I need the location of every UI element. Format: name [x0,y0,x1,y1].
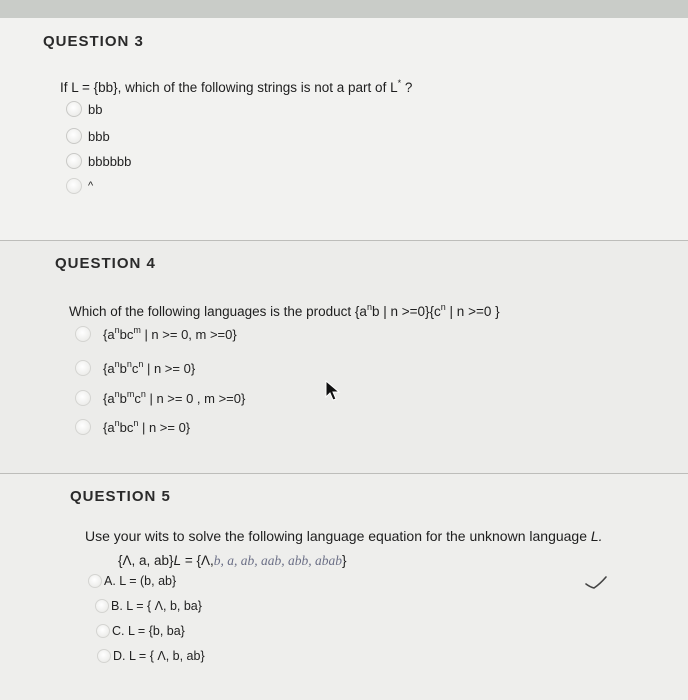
radio-button[interactable] [75,326,91,342]
q4-prompt-c: | n >=0 } [445,304,500,319]
radio-button[interactable] [75,419,91,435]
radio-button[interactable] [96,624,110,638]
q5-option-label: D. L = { Λ, b, ab} [113,649,205,663]
q5-option-label: B. L = { Λ, b, ba} [111,599,202,613]
equation-left: {Λ, a, ab} [118,553,174,568]
q4-sup: n [366,302,372,312]
question-3-panel [0,18,688,240]
radio-button[interactable] [66,178,82,194]
q3-option-label: bb [88,101,103,117]
pen-mark-icon [584,574,608,590]
radio-button[interactable] [66,128,82,144]
radio-button[interactable] [95,599,109,613]
question-4-panel [0,241,688,473]
q4-option-label: {$a^nb^mc^n$ | n >= 0 , m >=0} [103,389,246,406]
q5-option-a[interactable] [88,574,176,588]
q3-prompt-main: If L = {bb}, which of the following strings is not a part of L [60,80,398,95]
question-4-heading: QUESTION 4 [55,255,156,272]
question-4-prompt [69,302,500,319]
q3-option-label: ^ [88,180,94,192]
mouse-pointer-icon [324,380,342,402]
equation-var: L [173,553,182,568]
q5-option-label: C. L = {b, ba} [112,624,185,638]
question-3-heading: QUESTION 3 [43,33,144,50]
q4-prompt-a: Which of the following languages is the product {a [69,304,367,319]
radio-button[interactable] [75,360,91,376]
question-3-prompt [60,78,412,95]
q5-option-label: A. L = (b, ab} [104,574,177,588]
question-5-heading: QUESTION 5 [70,488,171,505]
question-5-prompt [85,528,603,544]
q3-option-1[interactable] [66,101,102,117]
q3-prompt-star: * [397,78,402,88]
radio-button[interactable] [75,390,91,406]
q5-prompt-var: L. [590,528,603,544]
q3-option-label: bbbbbb [88,153,132,169]
equation-close: } [342,553,347,568]
equation-right: b, a, ab, aab, abb, abab [213,553,342,568]
question-5-panel [0,474,688,700]
top-strip [0,0,688,18]
q5-prompt-text: Use your wits to solve the following language equation for the unknown language [85,528,591,544]
q3-option-label: bbb [88,128,110,144]
q5-option-d[interactable] [97,649,205,663]
q4-sup: n [440,302,446,312]
q4-option-3[interactable] [75,389,245,406]
radio-button[interactable] [66,101,82,117]
q4-option-label: {$a^nb^nc^n$ | n >= 0} [103,359,196,376]
q3-option-2[interactable] [66,128,110,144]
q3-prompt-end: ? [401,80,413,95]
radio-button[interactable] [88,574,102,588]
radio-button[interactable] [97,649,111,663]
q5-option-c[interactable] [96,624,185,638]
radio-button[interactable] [66,153,82,169]
q4-option-label: {$a^nbc^n$ | n >= 0} [103,418,191,435]
q4-option-2[interactable] [75,359,195,376]
q4-option-1[interactable] [75,325,237,342]
equation-mid: = {Λ, [181,553,214,568]
q4-option-label: {$a^nbc^m$ | n >= 0, m >=0} [103,325,237,342]
q4-option-4[interactable] [75,418,190,435]
q3-option-3[interactable] [66,153,131,169]
q5-option-b[interactable] [95,599,202,613]
q3-option-4[interactable] [66,178,93,194]
q4-prompt-b: b | n >=0}{c [371,304,441,319]
q5-equation [118,553,347,569]
